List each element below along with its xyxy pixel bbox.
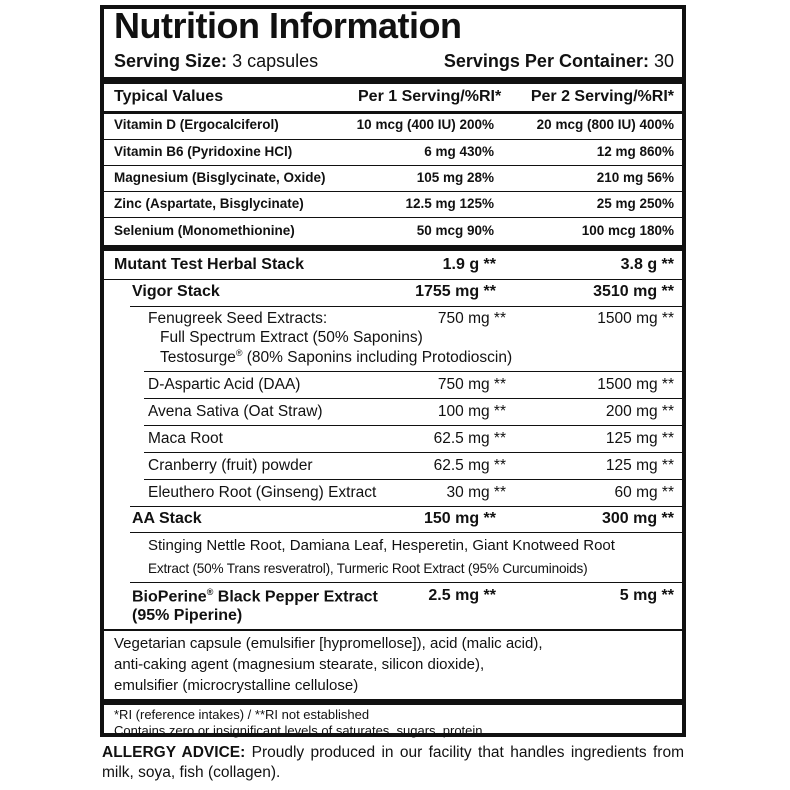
thick-rule [104, 699, 682, 705]
row-divider [144, 452, 682, 453]
row-divider [104, 629, 682, 631]
aa-detail: Stinging Nettle Root, Damiana Leaf, Hesperetin, Giant Knotweed Root [148, 537, 615, 554]
row-divider [104, 139, 682, 140]
other-ingredients: Vegetarian capsule (emulsifier [hypromellose]), acid (malic acid), anti-caking agent (magnesium stearate, silicon dioxide), emulsifier (microcrystalline cellulose) [114, 635, 543, 694]
allergy-advice: ALLERGY ADVICE: Proudly produced in our facility that handles ingredients from milk, soya, fish (collagen). [102, 744, 684, 781]
row-divider [130, 506, 682, 507]
row-divider [104, 217, 682, 218]
nutrition-panel: Nutrition Information Serving Size: 3 capsules Servings Per Container: 30 Typical Values Per 1 Serving/%RI* Per 2 Serving/%RI* Vitamin D (Ergocalciferol) 10 mcg (400 IU) 200% 20 mcg (800 IU) 400% Vitamin B6 (Pyridoxine HCl) 6 mg 430% 12 mg 860% Magnesium (Bisglycinate, Oxide) 105 mg 28% 210 mg 56% Zinc (Aspartate, Bisglycinate) 12.5 mg 125% 25 mg 250% Selenium (Monomethionine) 50 mcg 90% 100 mcg 180% Mutant Test Herbal Stack 1.9 g ** 3.8 g ** Vigor Stack 1755 mg ** 3510 mg ** Fenugreek Seed Extracts: 750 mg ** 1500 mg ** Full Spectrum Extract (50% Saponins) Testosurge® (80% Saponins including Protodioscin) D-Aspartic Acid (DAA) 750 mg ** 1500 mg ** Avena Sativa (Oat Straw) 100 mg ** 200 mg ** Maca Root 62.5 mg ** 125 mg ** Cranberry (fruit) powder 62.5 mg ** 125 mg ** Eleuthero Root (Ginseng) Extract 30 mg ** 60 mg ** AA Stack 150 mg ** 300 mg ** Stinging Nettle Root, Damiana Leaf, Hesperetin, Giant Knotweed Root Extract (50% Trans resveratrol), Turmeric Root Extract (95% Curcuminoids) BioPerine® Black Pepper Extract 2.5 mg ** 5 mg ** (95% Piperine) Vegetarian capsule (emulsifier [hypromellose]), acid (malic acid), anti-caking agent (magnesium stearate, silicon dioxide), emulsifier (microcrystalline cellulose) *RI (reference intakes) / **RI not established Contains zero or insignificant levels of saturates, sugars, protein. [100, 5, 686, 737]
header-rule [104, 111, 682, 114]
fenugreek-detail: Testosurge® (80% Saponins including Protodioscin) [160, 348, 513, 367]
aa-detail: Extract (50% Trans resveratrol), Turmeric Root Extract (95% Curcuminoids) [148, 561, 588, 576]
row-divider [104, 191, 682, 192]
panel-title: Nutrition Information [114, 5, 462, 46]
row-divider [130, 306, 682, 307]
row-divider [144, 425, 682, 426]
thick-rule [104, 245, 682, 251]
row-divider [130, 582, 682, 583]
row-divider [104, 279, 682, 280]
footnotes: *RI (reference intakes) / **RI not established Contains zero or insignificant levels of saturates, sugars, protein. [114, 707, 487, 738]
servings-per-container: Servings Per Container: 30 [443, 51, 674, 71]
row-divider [144, 479, 682, 480]
row-divider [130, 532, 682, 533]
row-divider [144, 398, 682, 399]
bioperine-detail: (95% Piperine) [132, 607, 243, 624]
thick-rule [104, 77, 682, 84]
fenugreek-detail: Full Spectrum Extract (50% Saponins) [160, 329, 423, 346]
serving-size: Serving Size: 3 capsules [114, 51, 319, 71]
row-divider [104, 165, 682, 166]
row-divider [144, 371, 682, 372]
